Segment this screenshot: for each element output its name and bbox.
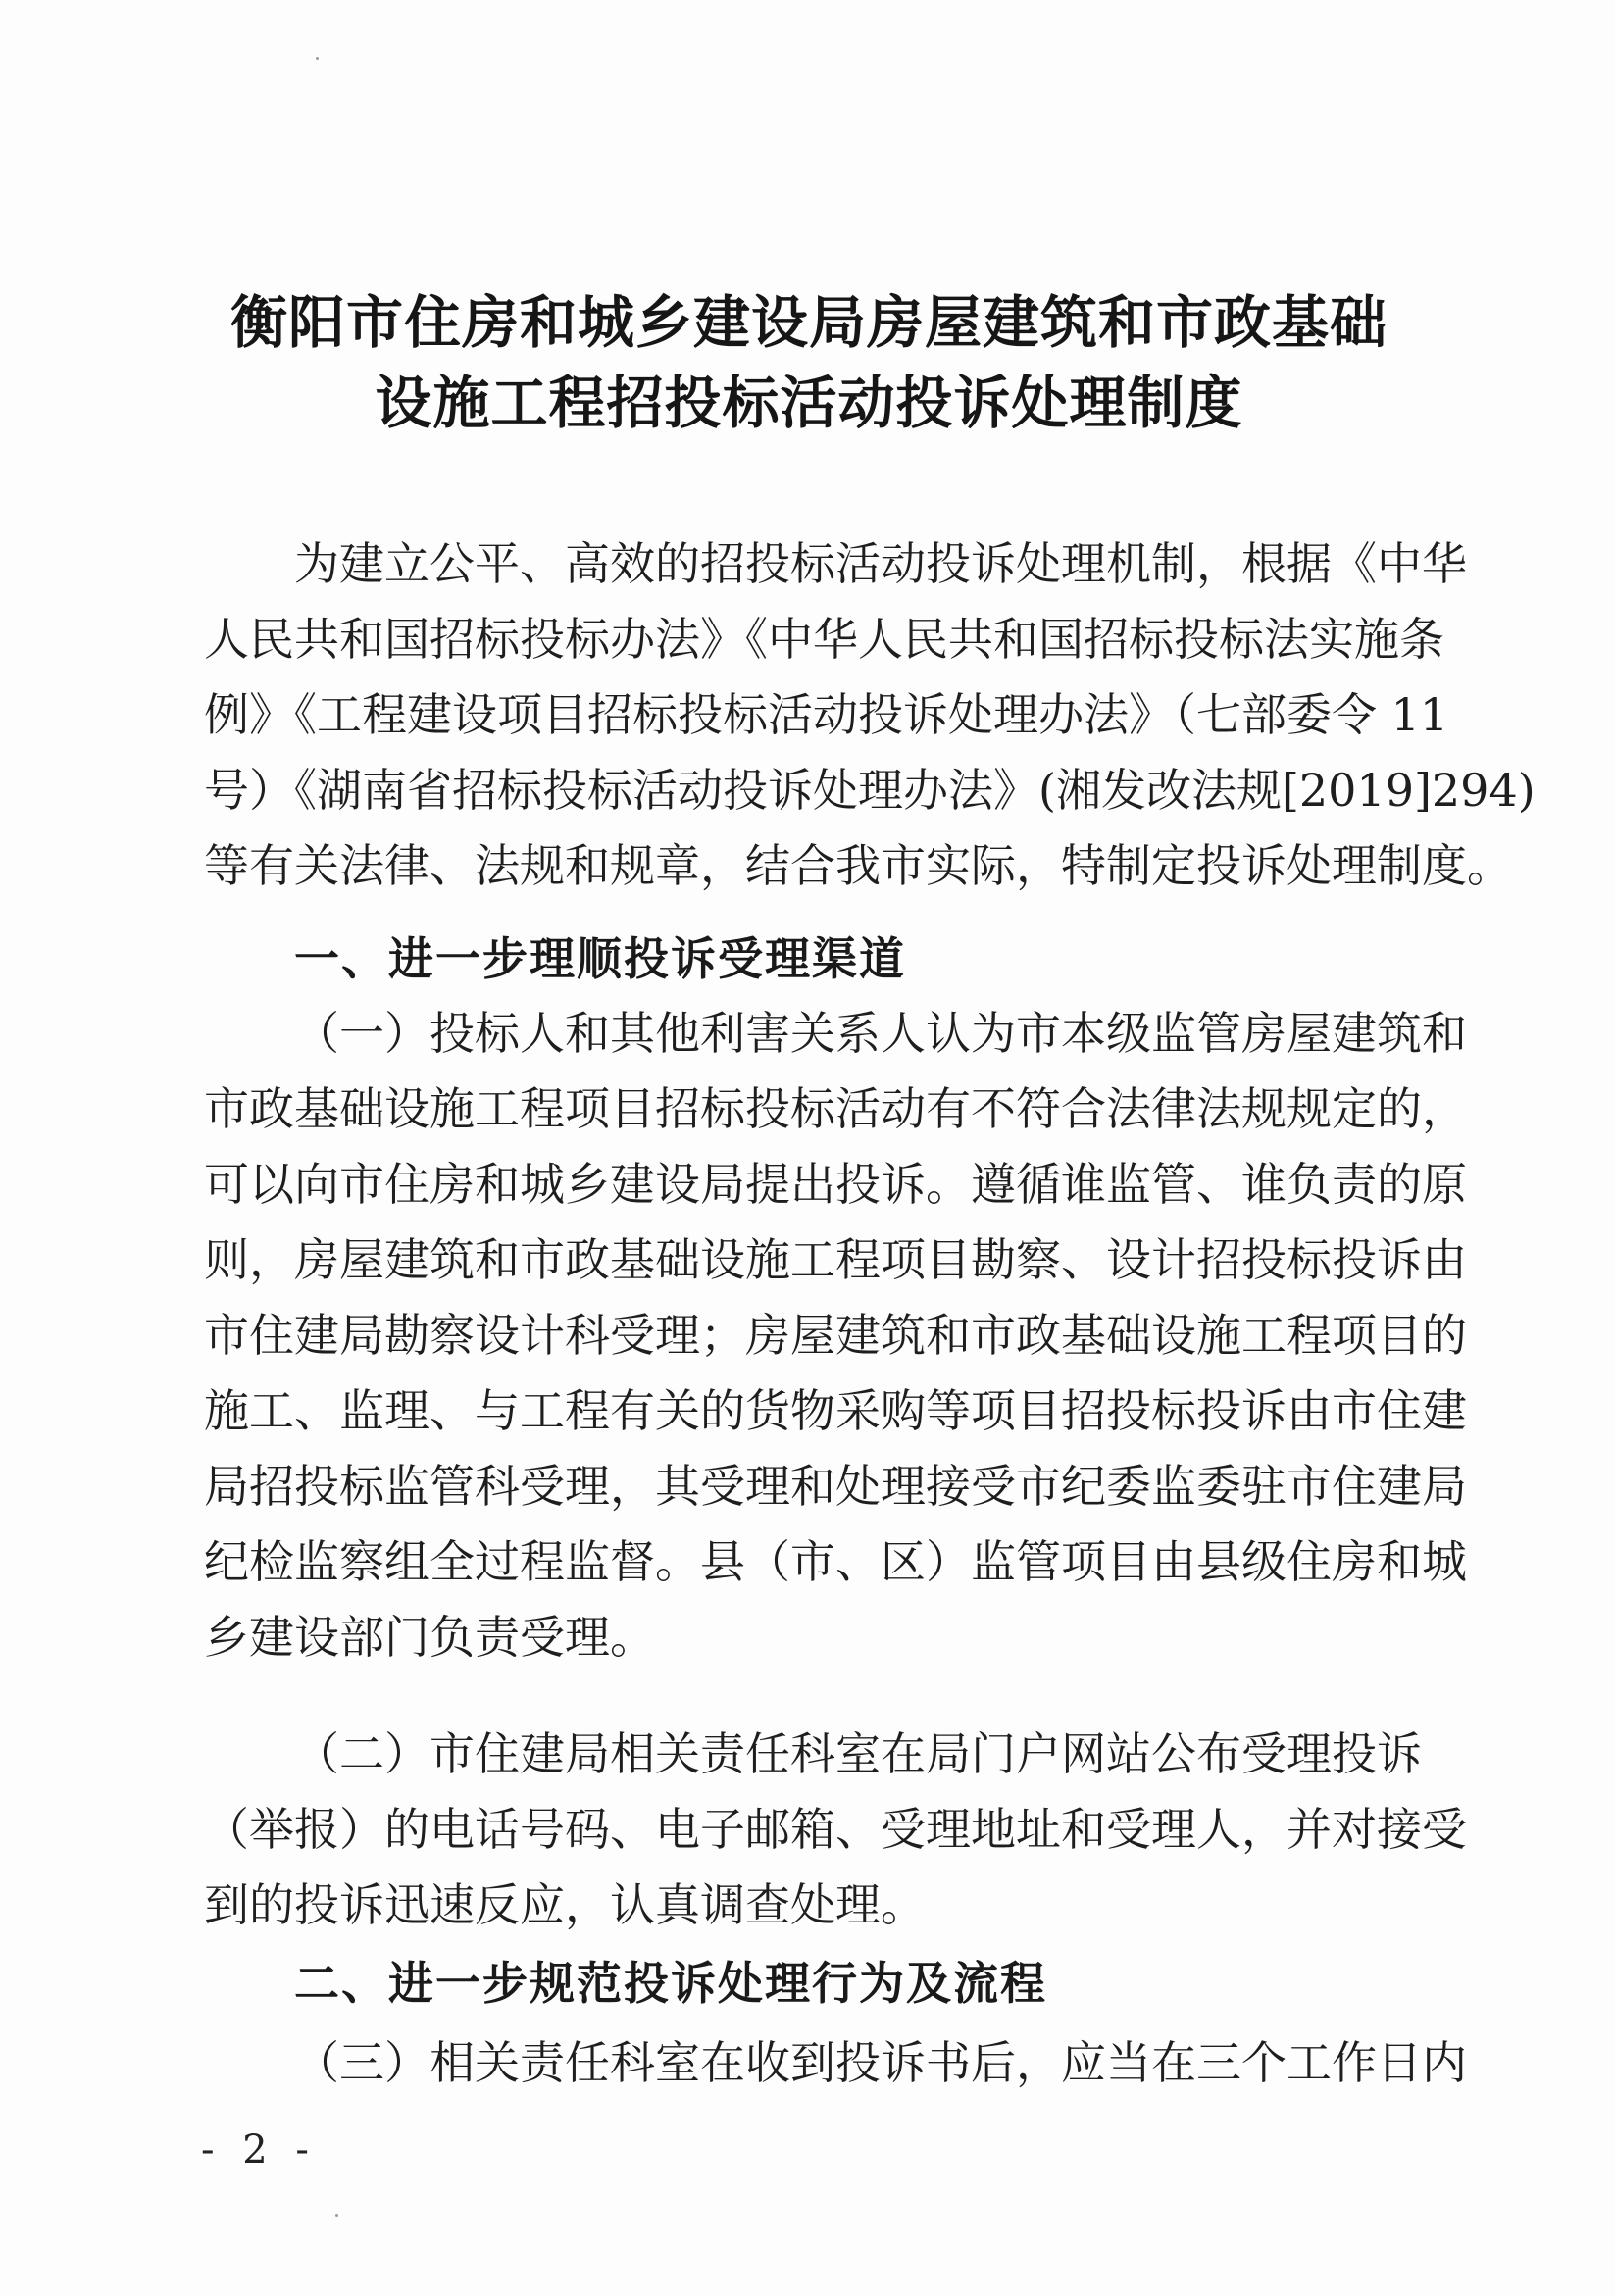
section-heading-1: 一、进一步理顺投诉受理渠道 bbox=[294, 932, 906, 985]
intro-line: 例》《工程建设项目招标投标活动投诉处理办法》（七部委令 11 bbox=[204, 688, 1449, 741]
clause-1-line: 市政基础设施工程项目招标投标活动有不符合法律法规规定的， bbox=[204, 1082, 1467, 1135]
clause-1-line: 施工、监理、与工程有关的货物采购等项目招投标投诉由市住建 bbox=[204, 1384, 1467, 1437]
clause-1-line: 市住建局勘察设计科受理；房屋建筑和市政基础设施工程项目的 bbox=[204, 1309, 1467, 1362]
document-title-line-2: 设施工程招投标活动投诉处理制度 bbox=[375, 370, 1243, 436]
scan-speck bbox=[335, 2214, 338, 2217]
clause-3-line: （三）相关责任科室在收到投诉书后，应当在三个工作日内 bbox=[294, 2036, 1467, 2089]
clause-1-line: 则，房屋建筑和市政基础设施工程项目勘察、设计招投标投诉由 bbox=[204, 1233, 1467, 1286]
section-heading-2: 二、进一步规范投诉处理行为及流程 bbox=[294, 1957, 1047, 2010]
clause-1-line: 乡建设部门负责受理。 bbox=[204, 1611, 655, 1664]
clause-2-line: （二）市住建局相关责任科室在局门户网站公布受理投诉 bbox=[294, 1727, 1422, 1780]
clause-1-line: 纪检监察组全过程监督。县（市、区）监管项目由县级住房和城 bbox=[204, 1535, 1467, 1588]
clause-1-line: 可以向市住房和城乡建设局提出投诉。遵循谁监管、谁负责的原 bbox=[204, 1158, 1467, 1211]
intro-line: 人民共和国招标投标办法》《中华人民共和国招标投标法实施条 bbox=[204, 613, 1444, 666]
intro-line: 号）《湖南省招标投标活动投诉处理办法》(湘发改法规[2019]294) bbox=[204, 764, 1536, 817]
intro-line: 为建立公平、高效的招投标活动投诉处理机制，根据《中华 bbox=[294, 537, 1467, 590]
clause-1-line: 局招投标监管科受理，其受理和处理接受市纪委监委驻市住建局 bbox=[204, 1460, 1467, 1513]
clause-2-line: 到的投诉迅速反应，认真调查处理。 bbox=[204, 1878, 926, 1931]
document-title-line-1: 衡阳市住房和城乡建设局房屋建筑和市政基础 bbox=[229, 289, 1388, 356]
clause-1-line: （一）投标人和其他利害关系人认为市本级监管房屋建筑和 bbox=[294, 1007, 1467, 1060]
intro-line: 等有关法律、法规和规章，结合我市实际，特制定投诉处理制度。 bbox=[204, 839, 1512, 892]
page-number: - 2 - bbox=[201, 2127, 317, 2172]
scan-speck bbox=[316, 57, 319, 60]
clause-2-line: （举报）的电话号码、电子邮箱、受理地址和受理人，并对接受 bbox=[204, 1803, 1467, 1856]
